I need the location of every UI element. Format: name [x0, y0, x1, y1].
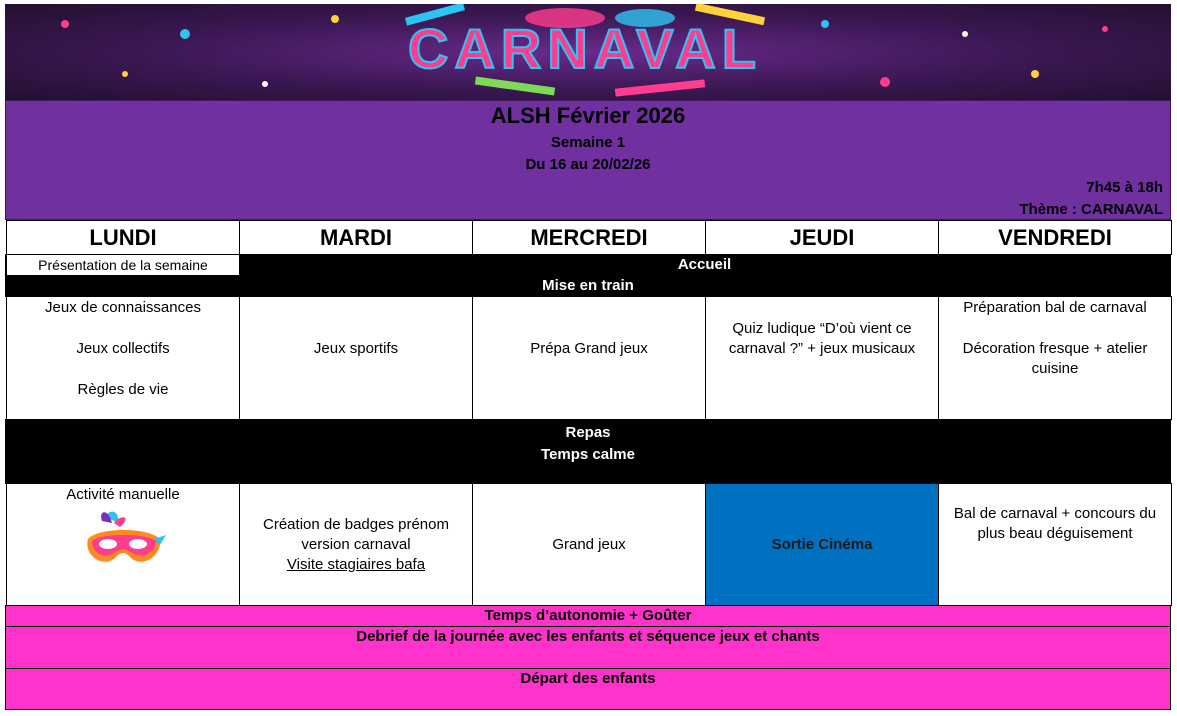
tuesday-morning: [239, 296, 473, 420]
cinema-outing-text: Sortie Cinéma: [771, 535, 873, 553]
wednesday-morning: [472, 296, 706, 420]
temps-calme-label: Temps calme: [541, 446, 635, 463]
day-header-tuesday: MARDI: [239, 220, 473, 255]
opening-hours: 7h45 à 18h: [1086, 179, 1163, 196]
thursday-morning-text: Quiz ludique “D’où vient ce carnaval ?” + jeux musicaux: [728, 320, 916, 357]
page-title: ALSH Février 2026: [490, 103, 686, 128]
confetti-graphic: [5, 4, 1171, 101]
day-header-friday: VENDREDI: [938, 220, 1172, 255]
friday-afternoon: [938, 483, 1172, 606]
autonomie-bar: Temps d’autonomie + Goûter: [5, 605, 1171, 627]
depart-bar: Départ des enfants: [5, 668, 1171, 710]
monday-morning-item: Jeux collectifs: [76, 340, 170, 357]
theme-label: Thème : CARNAVAL: [1019, 201, 1163, 218]
tuesday-morning-text: Jeux sportifs: [313, 340, 399, 357]
day-header-monday: LUNDI: [6, 220, 240, 255]
wednesday-afternoon: [472, 483, 706, 606]
friday-morning-item: Préparation bal de carnaval: [963, 299, 1147, 316]
repas-label: Repas: [565, 424, 611, 441]
friday-morning: [938, 296, 1172, 420]
thursday-afternoon: [705, 483, 939, 606]
bafa-visit-link[interactable]: Visite stagiaires bafa: [286, 555, 426, 573]
monday-morning-item: Jeux de connaissances: [45, 299, 201, 316]
mise-en-train-bar: Mise en train: [5, 275, 1171, 297]
repas-bar: [5, 419, 1171, 484]
monday-morning-item: Règles de vie: [77, 381, 169, 398]
accueil-label: Accueil: [677, 256, 732, 273]
day-header-thursday: JEUDI: [705, 220, 939, 255]
friday-morning-item: Décoration fresque + atelier cuisine: [962, 340, 1148, 377]
banner-title: CARNAVAL: [408, 17, 762, 80]
carnaval-banner: [5, 4, 1171, 101]
wednesday-morning-text: Prépa Grand jeux: [530, 340, 648, 357]
monday-intro: Présentation de la semaine: [6, 254, 240, 276]
tuesday-afternoon: [239, 483, 473, 606]
date-range: Du 16 au 20/02/26: [525, 156, 651, 173]
week-label: Semaine 1: [550, 134, 626, 151]
carnival-mask-icon: [78, 509, 168, 579]
tuesday-afternoon-text: Création de badges prénom version carnaval: [263, 515, 449, 553]
thursday-morning: [705, 296, 939, 420]
friday-afternoon-text: Bal de carnaval + concours du plus beau déguisement: [953, 505, 1157, 542]
schedule-header: [5, 100, 1171, 220]
day-header-wednesday: MERCREDI: [472, 220, 706, 255]
monday-afternoon-text: Activité manuelle: [66, 486, 180, 503]
monday-morning: [6, 296, 240, 420]
debrief-bar: Debrief de la journée avec les enfants et séquence jeux et chants: [5, 626, 1171, 669]
wednesday-afternoon-text: Grand jeux: [552, 535, 626, 553]
monday-afternoon: [6, 483, 240, 606]
